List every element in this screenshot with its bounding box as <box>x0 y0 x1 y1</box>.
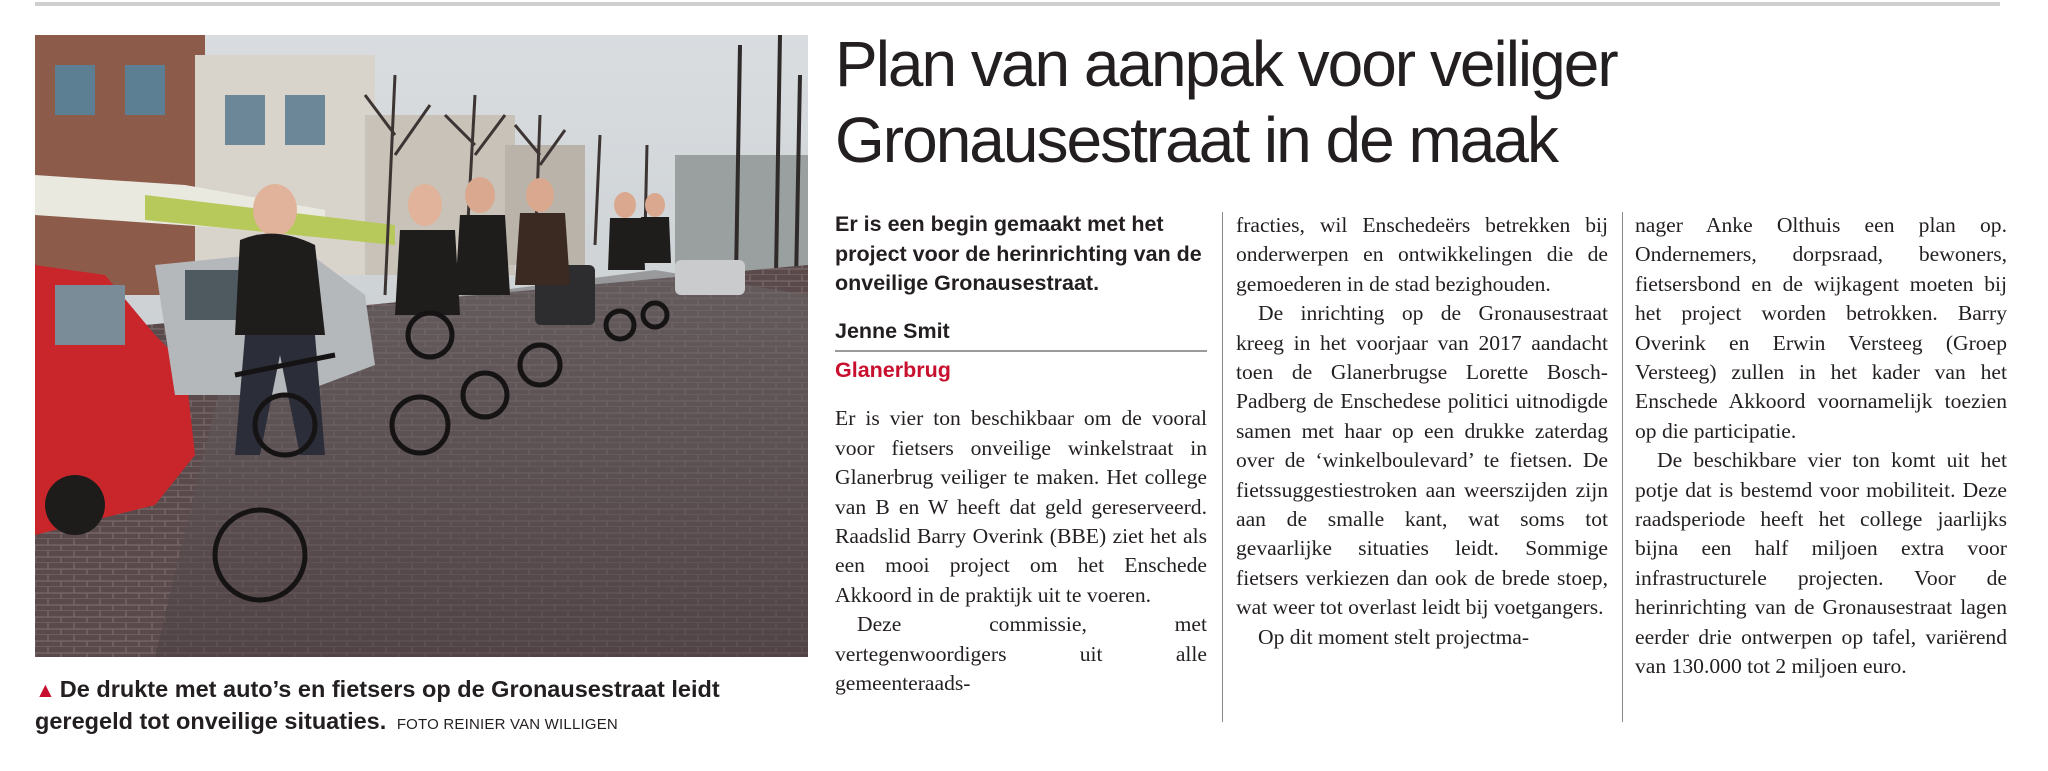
top-rule <box>35 2 2000 6</box>
column-divider <box>1222 212 1223 722</box>
article-column-1 <box>835 210 1207 698</box>
street-photo <box>35 35 808 657</box>
paragraph: nager Anke Olthuis een plan op. Ondernemers, dorpsraad, bewoners, fietsersbond en de wijkagent moeten bij het project worden betrokken. Barry Overink en Erwin Versteeg (Groep Versteeg) zullen in het kader van het Enschede Akkoord voornamelijk toezien op die participatie. <box>1635 213 2007 443</box>
headline: Plan van aanpak voor veiliger Gronausestraat in de maak <box>835 28 1617 176</box>
paragraph: De beschikbare vier ton komt uit het potje dat is bestemd voor mobiliteit. Deze raadsperiode heeft het college jaarlijks bijna een half miljoen extra voor infrastructurele projecten. Voor de herinrichting van de Gronausestraat lagen eerder drie ontwerpen op tafel, variërend van 130.000 tot 2 miljoen euro. <box>1635 448 2007 679</box>
paragraph: Op dit moment stelt projectma- <box>1258 624 1530 649</box>
caption-text: De drukte met auto’s en fietsers op de Gronausestraat leidt geregeld tot onveilige situaties. <box>35 676 720 734</box>
paragraph: fracties, wil Enschedeërs betrekken bij onderwerpen en ontwikkelingen die de gemoederen in de stad bezighouden. <box>1236 213 1608 296</box>
article-column-3 <box>1635 211 2007 682</box>
caption-triangle-icon: ▲ <box>35 679 56 702</box>
paragraph: Er is vier ton beschikbaar om de vooral voor fietsers onveilige winkelstraat in Glanerbrug veiliger te maken. Het college van B en W heeft dat geld gereserveerd. Raadslid Barry Overink (BBE) ziet het als een mooi project om het Enschede Akkoord in de praktijk uit te voeren. <box>835 406 1207 607</box>
photo-credit: FOTO REINIER VAN WILLIGEN <box>396 716 618 733</box>
photo-caption <box>35 674 815 740</box>
dateline-location: Glanerbrug <box>835 357 951 382</box>
paragraph: De inrichting op de Gronausestraat kreeg in het voorjaar van 2017 aandacht toen de Glanerbrugse Lorette Bosch-Padberg de Enschedese politici uitnodigde samen met haar op een drukke zaterdag over de ‘winkelboulevard’ te fietsen. De fietssuggestiestroken aan weerszijden zijn aan de smalle kant, wat soms tot gevaarlijke situaties leidt. Sommige fietsers verkiezen dan ook de brede stoep, wat weer tot overlast leidt bij voetgangers. <box>1236 301 1608 620</box>
author-byline: Jenne Smit <box>835 317 1207 352</box>
column-divider <box>1622 212 1623 722</box>
article-intro: Er is een begin gemaakt met het project voor de herinrichting van de onveilige Gronausestraat. <box>835 212 1202 295</box>
article-column-2 <box>1236 211 1608 652</box>
paragraph: Deze commissie, met vertegenwoordigers uit alle gemeenteraads- <box>835 612 1207 695</box>
